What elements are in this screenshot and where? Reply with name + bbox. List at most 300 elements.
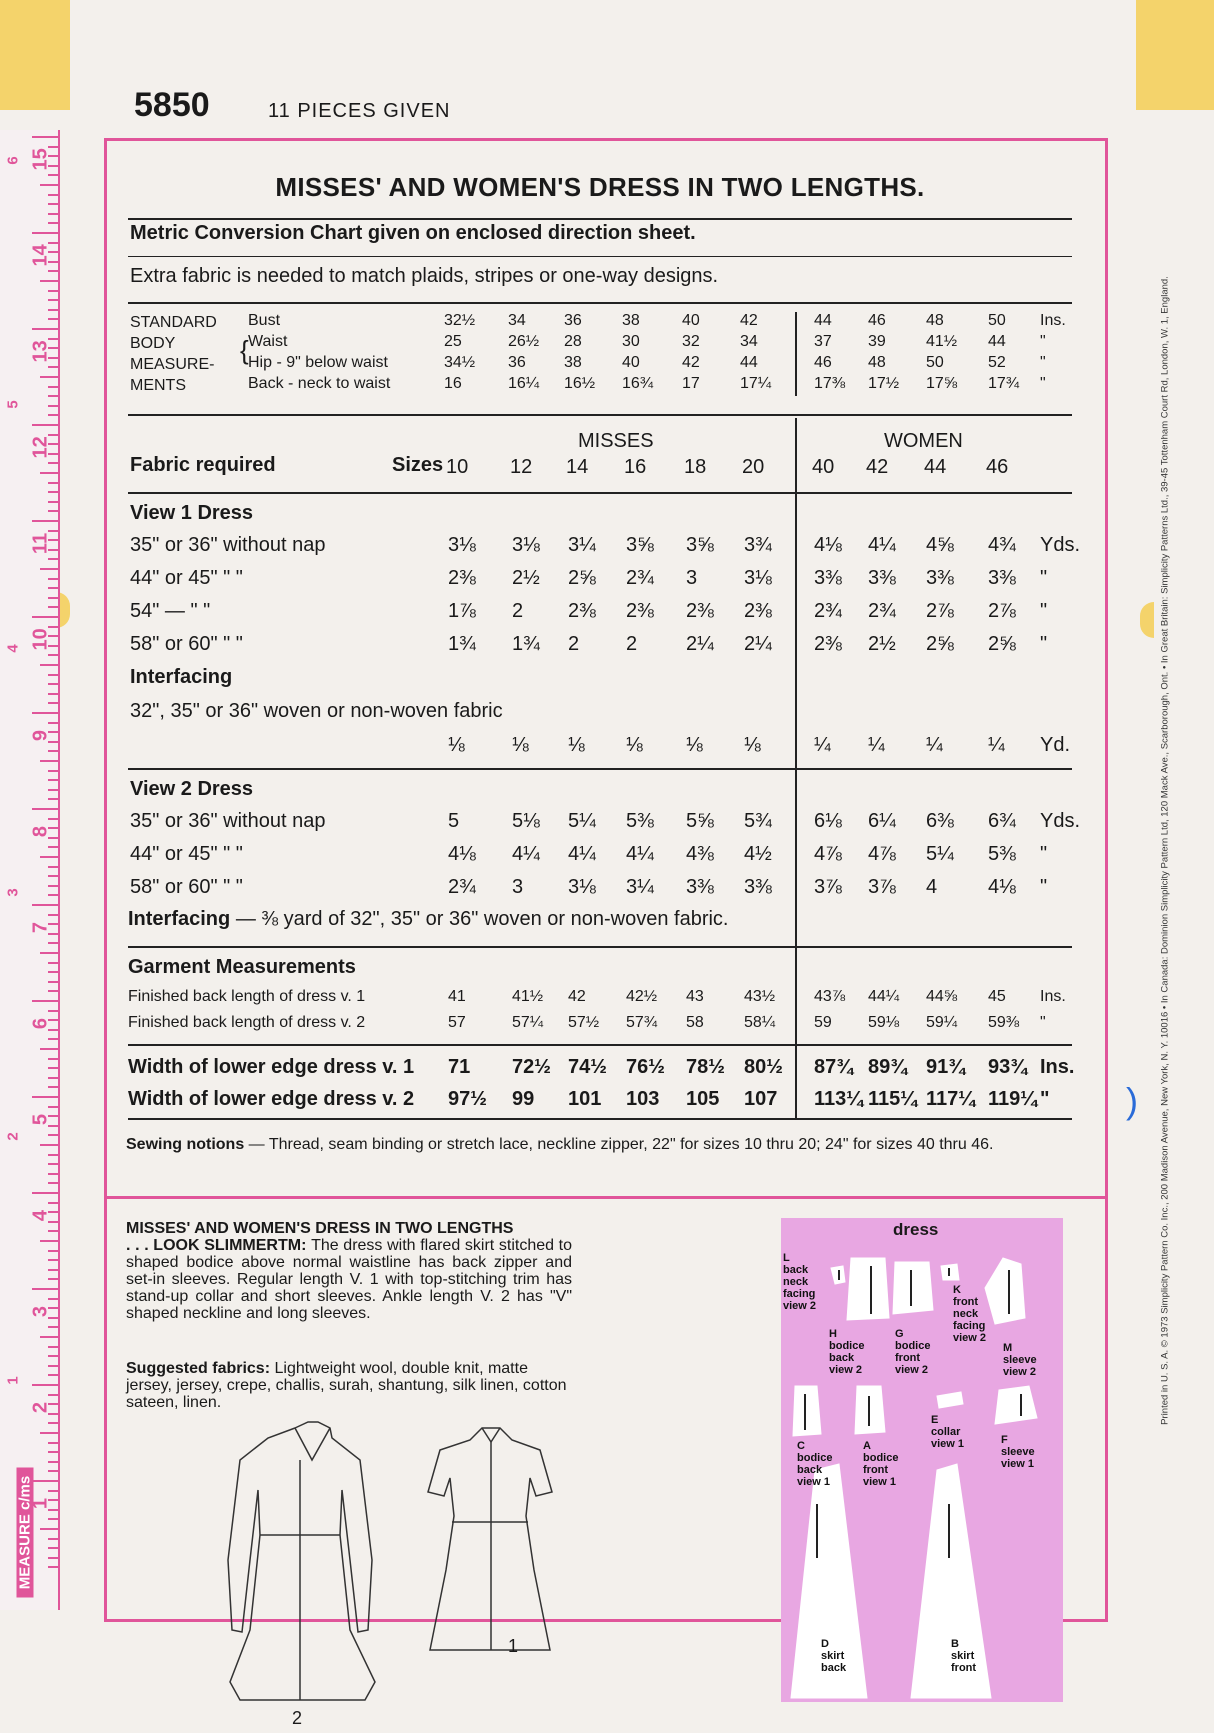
value-cell: ⅛ [448,734,465,756]
ruler-tick [48,1355,58,1357]
value-cell: 37 [814,333,832,350]
size-misses: 20 [742,456,765,478]
value-cell: 16¼ [508,375,540,392]
measurement-name: Bust [248,312,281,329]
value-cell: ⅛ [744,734,761,756]
value-cell: 59⅛ [868,1014,900,1031]
ruler-tick [48,914,58,916]
value-cell: 3⅝ [626,534,654,556]
value-cell: 2⅝ [568,567,596,589]
value-cell: 34 [740,333,758,350]
ruler-tick [48,222,58,224]
ruler-tick [40,952,58,954]
value-cell: ⅛ [512,734,529,756]
ruler-tick [48,1518,58,1520]
ruler-tick [48,395,58,397]
value-cell: 44 [988,333,1006,350]
value-cell: 44¼ [868,988,900,1005]
value-cell: 3⅛ [448,534,476,556]
ruler-tick [48,779,58,781]
ruler-cm-number: 4 [29,1209,52,1222]
value-cell: 52 [988,354,1006,371]
ruler-tick [48,1250,58,1252]
piece-D: D skirt back [821,1638,847,1674]
piece-H: H bodice back view 2 [829,1328,865,1376]
ruler-tick [48,885,58,887]
value-cell: 17½ [868,375,900,392]
value-cell: 59⅜ [988,1014,1020,1031]
value-cell: 17⅝ [926,375,958,392]
value-cell: 4¼ [568,843,596,865]
value-cell: 44⅝ [926,988,958,1005]
ruler-tick [48,1182,58,1184]
value-cell: 2¾ [448,876,476,898]
size-women: 42 [866,456,889,478]
value-cell: 80½ [744,1056,783,1078]
ruler-tick [48,1067,58,1069]
value-cell: ¼ [814,734,831,756]
ruler-tick [48,818,58,820]
ruler-tick [48,597,58,599]
row-label: 44" or 45" " " [130,843,243,865]
value-cell: 17 [682,375,700,392]
value-cell: 2½ [868,633,896,655]
value-cell: 2⅜ [744,600,772,622]
value-cell: 3⅛ [568,876,596,898]
value-cell: 93¾ [988,1056,1027,1078]
value-cell: 43⅞ [814,988,846,1005]
row-label: Width of lower edge dress v. 1 [128,1056,415,1078]
row-label: 35" or 36" without nap [130,534,326,556]
value-cell: 43½ [744,988,776,1005]
row-label: Width of lower edge dress v. 2 [128,1088,415,1110]
women-label: WOMEN [884,430,963,452]
ruler-tick [40,1144,58,1146]
value-cell: 2¼ [744,633,772,655]
ruler-tick [48,626,58,628]
ruler-cm-number: 14 [29,244,52,267]
corner-tab-left [0,0,70,110]
ruler-tick [48,1230,58,1232]
value-cell: 3⅞ [868,876,896,898]
ruler-tick [48,962,58,964]
ruler-tick [48,491,58,493]
measurement-name: Back - neck to waist [248,375,391,392]
value-cell: 78½ [686,1056,725,1078]
value-cell: 2⅜ [568,600,596,622]
ruler-tick [48,722,58,724]
ruler-cm-number: 9 [29,729,52,742]
unit-cell: Ins. [1040,312,1066,329]
measurement-name: Waist [248,333,288,350]
ruler-tick [48,587,58,589]
value-cell: 42 [682,354,700,371]
ruler-inch-number: 2 [4,1132,22,1141]
unit-cell: Yds. [1040,810,1081,832]
unit-cell: " [1040,633,1048,655]
ruler-tick [48,530,58,532]
value-cell: 17⅜ [814,375,846,392]
ruler-cm-number: 15 [29,148,52,171]
ruler-tick [32,1384,58,1386]
value-cell: 4⅞ [868,843,896,865]
piece-L: L back neck facing view 2 [783,1252,817,1312]
ruler-tick [48,174,58,176]
ruler-tick [48,1547,58,1549]
value-cell: 4¼ [626,843,654,865]
pieces-chart-title: dress [893,1220,939,1239]
ruler-tick [48,146,58,148]
ruler-cm-number: 8 [29,825,52,838]
ruler-tick [48,981,58,983]
unit-cell: " [1040,843,1048,865]
sketch-label-2: 2 [292,1708,303,1728]
row-label: 44" or 45" " " [130,567,243,589]
value-cell: 3⅜ [926,567,954,589]
ruler-tick [48,501,58,503]
piece-E: E collar view 1 [931,1414,965,1450]
value-cell: 5⅜ [988,843,1016,865]
value-cell: 26½ [508,333,540,350]
value-cell: 5¼ [926,843,954,865]
value-cell: 3⅜ [686,876,714,898]
side-copyright: Printed in U. S. A. © 1973 Simplicity Pattern Co. Inc., 200 Madison Avenue, New York, N. Y. 10016 • In Canada: Dominion Simplicity Pattern Ltd, 120 Mack Ave., Scarborough, Ont. • In Great Britain: Simplicity Patterns Ltd., 39-45 Tottenham Court Rd, London, W. 1, England. [1159,276,1171,1425]
unit-cell: " [1040,333,1046,350]
ruler-tick [32,1480,58,1482]
unit-cell: " [1040,1014,1046,1031]
ruler-label: MEASURE c/ms [2,1476,42,1606]
value-cell: ⅛ [686,734,703,756]
value-cell: 25 [444,333,462,350]
value-cell: 34 [508,312,526,329]
value-cell: 50 [988,312,1006,329]
value-cell: 39 [868,333,886,350]
value-cell: 6⅛ [814,810,842,832]
ruler-tick [48,693,58,695]
value-cell: 36 [508,354,526,371]
ruler-tick [48,1538,58,1540]
ruler-tick [48,1394,58,1396]
ruler-tick [48,1038,58,1040]
value-cell: 41½ [512,988,544,1005]
value-cell: 40 [622,354,640,371]
ruler-tick [48,366,58,368]
value-cell: 38 [622,312,640,329]
ruler-tick [48,1346,58,1348]
ruler-tick [48,1461,58,1463]
unit-cell: Yd. [1040,734,1071,756]
value-cell: 2⅞ [988,600,1016,622]
value-cell: 36 [564,312,582,329]
ruler-tick [48,1173,58,1175]
value-cell: 89¾ [868,1056,907,1078]
ruler-tick [48,1278,58,1280]
row-label: 58" or 60" " " [130,633,243,655]
value-cell: 58¼ [744,1014,776,1031]
ruler-tick [48,1202,58,1204]
value-cell: 1¾ [448,633,476,655]
ruler-tick [40,664,58,666]
corner-tab-right [1136,0,1214,110]
value-cell: 74½ [568,1056,607,1078]
ruler-tick [48,1010,58,1012]
value-cell: 48 [926,312,944,329]
ruler-tick [48,1566,58,1568]
value-cell: 57¾ [626,1014,658,1031]
pattern-number: 5850 [134,86,210,124]
body-measurements-label: STANDARD BODY MEASURE- MENTS [130,314,217,394]
value-cell: 3⅛ [744,567,772,589]
value-cell: 3⅜ [868,567,896,589]
unit-cell: " [1040,375,1046,392]
measurement-name: Hip - 9" below waist [248,354,388,371]
size-misses: 10 [446,456,469,478]
ruler-tick [48,990,58,992]
value-cell: 42 [568,988,586,1005]
view1-heading: View 1 Dress [130,502,254,524]
piece-F: F sleeve view 1 [1001,1434,1035,1470]
piece-C: C bodice back view 1 [797,1440,833,1488]
ruler-tick [48,1163,58,1165]
dress-view1-sketch [428,1428,552,1650]
measuring-ruler [0,130,60,1610]
unit-cell: Yds. [1040,534,1081,556]
value-cell: 41 [448,988,466,1005]
value-cell: 4⅜ [686,843,714,865]
size-women: 40 [812,456,835,478]
value-cell: 16½ [564,375,596,392]
size-misses: 18 [684,456,707,478]
ruler-tick [48,1365,58,1367]
ruler-tick [48,462,58,464]
value-cell: 57¼ [512,1014,544,1031]
value-cell: 6¼ [868,810,896,832]
ruler-tick [48,1470,58,1472]
ruler-tick [32,616,58,618]
view1-interfacing-label: 32", 35" or 36" woven or non-woven fabric [130,700,503,722]
ruler-tick [48,1451,58,1453]
value-cell: 4¾ [988,534,1016,556]
ruler-cm-number: 5 [29,1113,52,1126]
unit-cell: " [1040,600,1048,622]
unit-cell: " [1040,354,1046,371]
value-cell: 59 [814,1014,832,1031]
measurements-brace: { [240,335,249,365]
ruler-tick [40,856,58,858]
row-label: 58" or 60" " " [130,876,243,898]
value-cell: 34½ [444,354,476,371]
ruler-tick [48,1077,58,1079]
value-cell: 28 [564,333,582,350]
dress-view2-sketch [228,1422,375,1700]
value-cell: 30 [622,333,640,350]
value-cell: 3⅜ [744,876,772,898]
value-cell: 113¼ [814,1088,863,1110]
value-cell: 48 [868,354,886,371]
value-cell: ¼ [988,734,1005,756]
ruler-tick [48,386,58,388]
value-cell: 5⅝ [686,810,714,832]
ruler-tick [48,558,58,560]
value-cell: 3¾ [744,534,772,556]
ruler-tick [48,1154,58,1156]
value-cell: 2¼ [686,633,714,655]
ruler-inch-number: 4 [4,644,22,653]
fabric-required-heading: Fabric required [130,454,276,476]
ruler-tick [48,1490,58,1492]
unit-cell: " [1040,1088,1050,1110]
pattern-pieces-chart [781,1218,1063,1702]
value-cell: 5¾ [744,810,772,832]
value-cell: ⅛ [626,734,643,756]
view2-heading: View 2 Dress [130,778,254,800]
ruler-tick [40,1336,58,1338]
ruler-tick [48,674,58,676]
unit-cell: Ins. [1040,988,1066,1005]
ruler-tick [48,1422,58,1424]
ruler-tick [48,1106,58,1108]
value-cell: 3⅞ [814,876,842,898]
ruler-tick [48,1259,58,1261]
value-cell: 32½ [444,312,476,329]
value-cell: 4 [926,876,938,898]
ruler-tick [48,971,58,973]
value-cell: 59¼ [926,1014,958,1031]
dress-sketches [200,1420,620,1720]
ruler-tick [32,808,58,810]
value-cell: 5⅛ [512,810,540,832]
ruler-tick [32,1096,58,1098]
value-cell: ¼ [868,734,885,756]
value-cell: 41½ [926,333,958,350]
ruler-tick [32,232,58,234]
value-cell: ⅛ [568,734,585,756]
value-cell: 2⅜ [814,633,842,655]
ruler-tick [48,702,58,704]
pen-mark: ) [1126,1080,1138,1121]
value-cell: 50 [926,354,944,371]
unit-cell: Ins. [1040,1056,1075,1078]
value-cell: 6⅜ [926,810,954,832]
value-cell: 4¼ [868,534,896,556]
ruler-tick [48,1326,58,1328]
ruler-tick [48,1269,58,1271]
sketch-label-1: 1 [508,1636,519,1656]
pieces-given: 11 PIECES GIVEN [268,100,451,122]
ruler-tick [48,942,58,944]
value-cell: 4⅝ [926,534,954,556]
value-cell: 3⅝ [686,534,714,556]
value-cell: ¼ [926,734,943,756]
value-cell: 6¾ [988,810,1016,832]
ruler-tick [48,270,58,272]
ruler-tick [40,1048,58,1050]
value-cell: 97½ [448,1088,487,1110]
value-cell: 42½ [626,988,658,1005]
value-cell: 4⅛ [988,876,1016,898]
ruler-tick [40,376,58,378]
value-cell: 4⅛ [448,843,476,865]
value-cell: 2⅝ [926,633,954,655]
ruler-tick [48,299,58,301]
piece-G: G bodice front view 2 [895,1328,931,1376]
misses-label: MISSES [578,430,654,452]
value-cell: 2⅜ [686,600,714,622]
value-cell: 32 [682,333,700,350]
value-cell: 2½ [512,567,540,589]
ruler-tick [40,760,58,762]
size-misses: 12 [510,456,533,478]
ruler-tick [48,414,58,416]
sewing-notions: Sewing notions — Thread, seam binding or stretch lace, neckline zipper, 22" for sizes 10 thru 20; 24" for sizes 40 thru 46. [126,1136,994,1153]
ruler-cm-number: 7 [29,921,52,934]
value-cell: 4¼ [512,843,540,865]
ruler-tick [40,1528,58,1530]
ruler-tick [48,789,58,791]
value-cell: 2⅜ [626,600,654,622]
ruler-tick [48,194,58,196]
value-cell: 57 [448,1014,466,1031]
ruler-cm-number: 11 [29,532,52,555]
ruler-cm-number: 12 [29,436,52,459]
ruler-tick [48,203,58,205]
value-cell: 4½ [744,843,772,865]
value-cell: 76½ [626,1056,665,1078]
value-cell: 4⅛ [814,534,842,556]
size-misses: 14 [566,456,589,478]
ruler-tick [48,750,58,752]
ruler-tick [32,520,58,522]
row-label: Finished back length of dress v. 2 [128,1014,366,1031]
suggested-fabrics: Suggested fabrics: Lightweight wool, double knit, matte jersey, jersey, crepe, challis, surah, shantung, silk linen, cotton sateen, linen. [126,1360,567,1411]
ruler-tick [48,1134,58,1136]
row-label: 35" or 36" without nap [130,810,326,832]
metric-note: Metric Conversion Chart given on enclosed direction sheet. [130,222,696,244]
ruler-tick [48,578,58,580]
value-cell: 2 [626,633,638,655]
value-cell: 3¼ [568,534,596,556]
value-cell: 115¼ [868,1088,917,1110]
ruler-tick [48,482,58,484]
value-cell: 46 [814,354,832,371]
ruler-tick [48,405,58,407]
ruler-cm-number: 6 [29,1017,52,1030]
size-misses: 16 [624,456,647,478]
ruler-tick [32,712,58,714]
value-cell: 45 [988,988,1006,1005]
value-cell: 16 [444,375,462,392]
value-cell: 5⅜ [626,810,654,832]
extra-fabric-note: Extra fabric is needed to match plaids, stripes or one-way designs. [130,265,719,287]
ruler-tick [48,1058,58,1060]
ruler-tick [48,798,58,800]
value-cell: 2¾ [868,600,896,622]
ruler-tick [48,683,58,685]
ruler-tick [48,242,58,244]
ruler-tick [40,472,58,474]
value-cell: 2¾ [626,567,654,589]
view1-interfacing-heading: Interfacing [130,666,233,688]
ruler-tick [48,770,58,772]
ruler-tick [40,1240,58,1242]
value-cell: 17¼ [740,375,772,392]
ruler-cm-number: 10 [29,628,52,651]
description: MISSES' AND WOMEN'S DRESS IN TWO LENGTHS . . . LOOK SLIMMERTM: The dress with flared skirt stitched to shaped bodice above normal waistline has back zipper and set-in sleeves. Regular length V. 1 with top-stitching trim has stand-up collar and short sleeves. Ankle length V. 2 has "V" shaped neckline and long sleeves. [126,1220,573,1322]
value-cell: 107 [744,1088,778,1110]
value-cell: 3⅜ [988,567,1016,589]
piece-A: A bodice front view 1 [863,1440,899,1488]
ruler-tick [48,1557,58,1559]
